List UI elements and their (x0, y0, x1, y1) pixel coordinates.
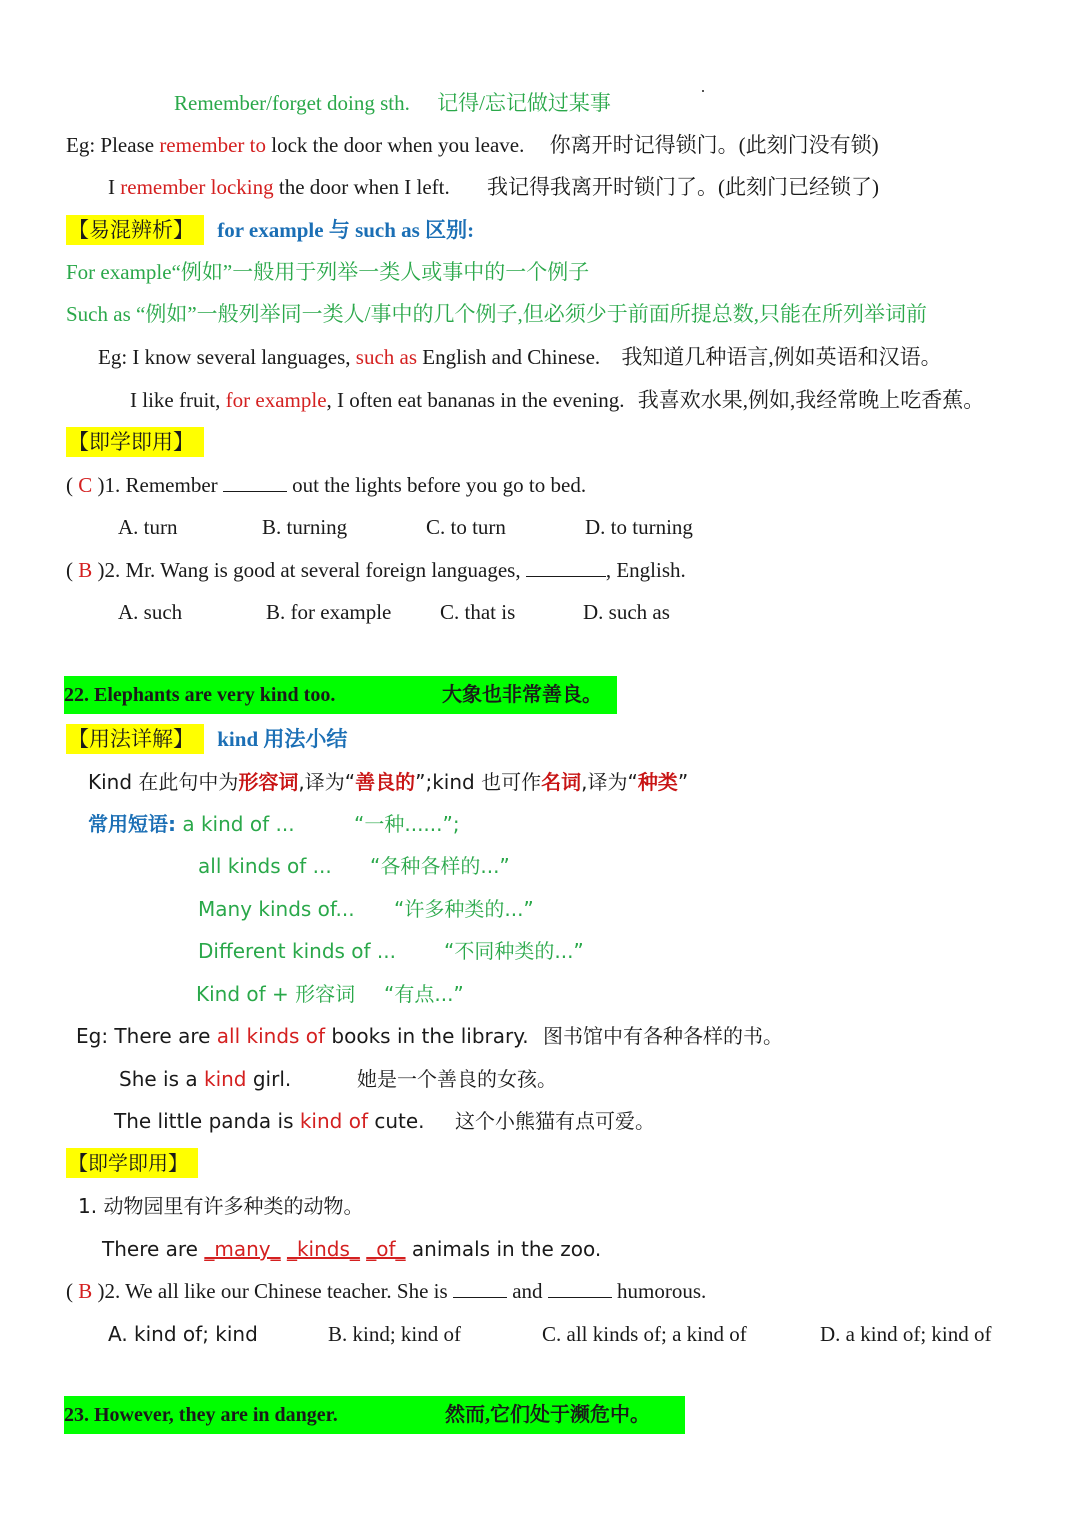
q1-option-d: D. to turning (585, 515, 693, 539)
eg-text: She is a (119, 1067, 204, 1091)
phrase-en: Kind of + 形容词 (196, 982, 356, 1006)
phrase-cn: “有点...” (384, 982, 464, 1006)
question-text: )1. Remember (92, 473, 223, 497)
section-tag: 【易混辨析】 (66, 215, 204, 245)
filled-answer: _kinds_ (286, 1237, 360, 1261)
rule-text: Remember/forget doing sth. (174, 91, 410, 115)
quiz2-question-2 (66, 1276, 706, 1306)
eg-text: lock the door when you leave. (266, 133, 525, 157)
example-remember-locking (108, 172, 879, 202)
quiz2-question-1 (102, 1234, 601, 1264)
eg-highlight: kind of (299, 1109, 368, 1133)
text: ,译为“ (581, 770, 638, 794)
q1-option-c: C. to turn (426, 515, 506, 539)
eg-cn: 她是一个善良的女孩。 (357, 1067, 557, 1091)
kind-explanation (88, 767, 688, 797)
question-2 (66, 555, 686, 585)
phrase-cn: “许多种类的...” (394, 897, 534, 921)
question-1 (66, 470, 586, 500)
phrase-cn: “各种各样的...” (370, 854, 510, 878)
eg-text: The little panda is (114, 1109, 300, 1133)
phrase-en: Different kinds of ... (198, 939, 396, 963)
section-tag: 【用法详解】 (66, 724, 204, 754)
eg-highlight: for example (225, 388, 327, 412)
answer-blank (223, 473, 287, 492)
quiz2-option-c: C. all kinds of; a kind of (542, 1322, 747, 1346)
example-such-as (98, 342, 942, 372)
phrase-en: Many kinds of... (198, 897, 355, 921)
eg-highlight: such as (355, 345, 418, 369)
eg-highlight: kind (203, 1067, 247, 1091)
section-title: kind 用法小结 (217, 727, 348, 751)
eg-text: I like fruit, (130, 388, 226, 412)
eg-cn: 我知道几种语言,例如英语和汉语。 (621, 345, 942, 369)
section-title: for example 与 such as 区别: (217, 218, 475, 242)
quiz2-question-1-cn: 1. 动物园里有许多种类的动物。 (78, 1194, 364, 1218)
keyword: 种类 (637, 770, 678, 794)
q2-option-a: A. such (118, 600, 183, 624)
eg-text: Eg: Please (66, 133, 160, 157)
keyword: 善良的 (355, 770, 416, 794)
eg-cn: 我记得我离开时锁门了。(此刻门已经锁了) (486, 175, 879, 199)
for-example-rule: For example“例如”一般用于列举一类人或事中的一个例子 (66, 260, 590, 284)
text: ” (677, 770, 689, 794)
eg-text: the door when I left. (273, 175, 450, 199)
q2-option-c: C. that is (440, 600, 516, 624)
usage-header (66, 724, 347, 754)
answer-blank (548, 1279, 612, 1298)
phrase-en: all kinds of ... (198, 854, 332, 878)
quiz-header-2 (66, 1148, 198, 1178)
quiz2-option-b: B. kind; kind of (328, 1322, 462, 1346)
quiz2-option-a: A. kind of; kind (108, 1322, 258, 1346)
phrase-2 (198, 851, 510, 881)
paren: ( (66, 473, 79, 497)
example-remember-to (66, 130, 879, 160)
stray-dot (702, 90, 704, 92)
question-text: )2. Mr. Wang is good at several foreign languages, (92, 558, 526, 582)
answer-blank (526, 558, 606, 577)
filled-answer: _many_ (204, 1237, 281, 1261)
keyword: 名词 (541, 770, 582, 794)
phrase-label: 常用短语: (88, 812, 176, 836)
eg-highlight: all kinds of (216, 1024, 326, 1048)
eg-text: English and Chinese. (417, 345, 601, 369)
answer: B (78, 1279, 93, 1303)
eg-text: I (108, 175, 121, 199)
question-text: animals in the zoo. (405, 1237, 602, 1261)
q1-option-a: A. turn (118, 515, 178, 539)
example-for-example (130, 385, 984, 415)
q1-option-b: B. turning (262, 515, 348, 539)
eg-highlight: remember locking (120, 175, 274, 199)
example-kind-of (114, 1106, 655, 1136)
example-kind (119, 1064, 557, 1094)
text: Kind 在此句中为 (88, 770, 239, 794)
filled-answer: _of_ (366, 1237, 406, 1261)
answer: B (78, 558, 93, 582)
answer-blank (453, 1279, 507, 1298)
eg-text: Eg: I know several languages, (98, 345, 356, 369)
phrase-4 (198, 936, 584, 966)
phrase-5 (196, 979, 464, 1009)
text: ”;kind 也可作 (415, 770, 542, 794)
eg-text: , I often eat bananas in the evening. (326, 388, 625, 412)
question-text: out the lights before you go to bed. (286, 473, 587, 497)
paren: ( (66, 1279, 79, 1303)
section-tag: 【即学即用】 (66, 1148, 198, 1178)
eg-text: girl. (246, 1067, 292, 1091)
question-text: humorous. (611, 1279, 707, 1303)
quiz-header-1 (66, 427, 204, 457)
question-text: and (506, 1279, 548, 1303)
phrase-cn: “不同种类的...” (444, 939, 584, 963)
phrase-en: a kind of ... (182, 812, 295, 836)
eg-highlight: remember to (159, 133, 267, 157)
rule-cn: 记得/忘记做过某事 (437, 91, 611, 115)
phrase-1 (88, 809, 460, 839)
eg-cn: 我喜欢水果,例如,我经常晚上吃香蕉。 (637, 388, 985, 412)
such-as-rule: Such as “例如”一般列举同一类人/事中的几个例子,但必须少于前面所提总数,只能在所列举词前 (66, 302, 927, 326)
eg-text: cute. (368, 1109, 425, 1133)
sentence-heading-23 (64, 1396, 685, 1434)
question-text: )2. We all like our Chinese teacher. She is (92, 1279, 453, 1303)
answer: C (78, 473, 93, 497)
question-text: There are (102, 1237, 205, 1261)
section-tag: 【即学即用】 (66, 427, 204, 457)
eg-cn: 这个小熊猫有点可爱。 (455, 1109, 655, 1133)
text: ,译为“ (298, 770, 356, 794)
heading-en: 22. Elephants are very kind too. (64, 684, 336, 706)
heading-cn: 大象也非常善良。 (442, 684, 602, 706)
example-all-kinds-of (76, 1021, 783, 1051)
phrase-3 (198, 894, 534, 924)
q2-option-b: B. for example (266, 600, 392, 624)
rule-line (174, 88, 611, 118)
eg-cn: 图书馆中有各种各样的书。 (543, 1024, 783, 1048)
eg-text: Eg: There are (76, 1024, 217, 1048)
heading-en: 23. However, they are in danger. (64, 1404, 338, 1426)
sentence-heading-22 (64, 676, 617, 714)
eg-text: books in the library. (325, 1024, 529, 1048)
keyword: 形容词 (238, 770, 299, 794)
q2-option-d: D. such as (583, 600, 670, 624)
confusion-header (66, 215, 474, 245)
paren: ( (66, 558, 79, 582)
eg-cn: 你离开时记得锁门。(此刻门没有锁) (549, 133, 879, 157)
heading-cn: 然而,它们处于濒危中。 (445, 1404, 650, 1426)
question-text: , English. (605, 558, 686, 582)
quiz2-option-d: D. a kind of; kind of (820, 1322, 992, 1346)
phrase-cn: “一种......”; (354, 812, 460, 836)
